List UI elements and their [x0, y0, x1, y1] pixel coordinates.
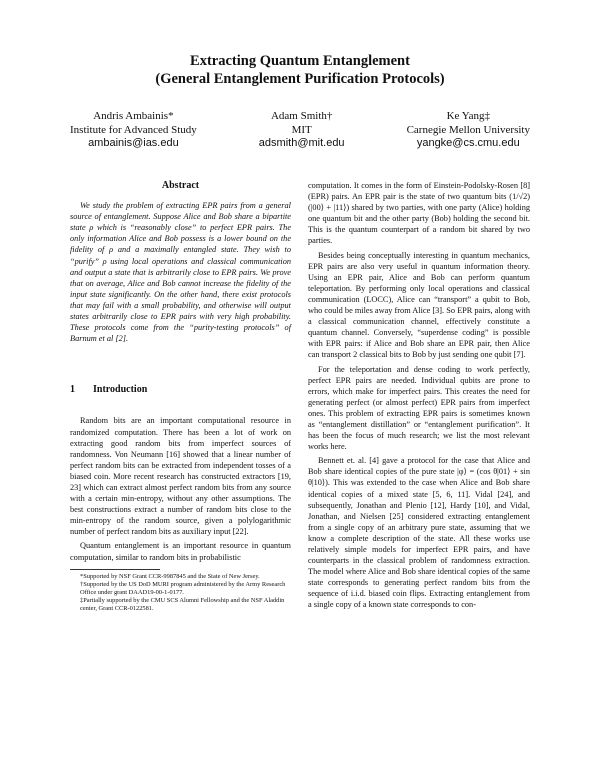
author-smith [259, 110, 345, 151]
title-line-2: (General Entanglement Purification Protocols) [155, 71, 445, 87]
abstract-text: We study the problem of extracting EPR pairs from a general source of entanglement. Suppose Alice and Bob share a bipartite state ρ which is “reasonably close” to perfect EPR pairs. The only information Alice and Bob possess is a lower bound on the fidelity of ρ and a maximally entangled state. They wish to “purify” ρ using local operations and classical communication and output a state that is arbitrarily close to EPR pairs. We prove that on average, Alice and Bob cannot increase the fidelity of the input state significantly. On the other hand, there exist protocols that may fail with a small probability, and otherwise will output states arbitrarily close to EPR pairs with very high probability. These protocols come from the “purity-testing protocols” of Barnum et al [2]. [70, 201, 291, 344]
right-paragraph-3: For the teleportation and dense coding to work perfectly, perfect EPR pairs are needed. Individual qubits are prone to errors, which make for imperfect pairs. This creates the need for generating perfect (or almost perfect) EPR pairs from imperfect ones. This problem of extracting EPR pairs is sometimes known as “entanglement distillation” or “entanglement purification”. It has been the focus of much research; we list the most relevant works here. [308, 364, 530, 452]
author-block [70, 110, 530, 151]
section-number: 1 [70, 384, 75, 396]
author-affiliation: Institute for Advanced Study [70, 123, 197, 136]
footnote-rule [70, 569, 160, 570]
footnote: *Supported by NSF Grant CCR-9987845 and the State of New Jersey. [80, 572, 260, 580]
intro-paragraph-2: Quantum entanglement is an important resource in quantum computation, similar to random bits in probabilistic [70, 541, 291, 562]
author-name: Ke Yang‡ [446, 110, 490, 122]
footnotes [70, 573, 291, 614]
footnote: †Supported by the US DoD MURI program administered by the Army Research Office under grant DAAD19-00-1-0177. [80, 580, 286, 597]
abstract-heading: Abstract [161, 180, 200, 191]
author-affiliation: MIT [291, 123, 312, 136]
intro-paragraph-1: Random bits are an important computational resource in randomized computation. There has been a lot of work on extracting good random bits from imperfect sources of randomness. Von Neumann [16] showed that a linear number of perfect random bits can be extracted from independent tosses of a biased coin. More recent research has constructed extractors [19, 23] which can extract almost perfect random bits from any source with a certain min-entropy, without any other assumptions. The best constructions extract a number of random bits close to the min-entropy of the random source, given a polylogarithmic number of perfect random bits as auxiliary input [22]. [70, 416, 291, 537]
author-yang [407, 110, 530, 151]
paper-title [0, 52, 600, 88]
right-paragraph-4: Bennett et. al. [4] gave a protocol for the case that Alice and Bob share identical copies of the pure state |φ⟩ = (cos θ|01⟩ + sin θ|10⟩). This was extended to the case when Alice and Bob share identical copies of a mixed state [5, 6, 11]. Vidal [24], and subsequently, Jonathan and Plenio [12], Hardy [10], and Vidal, Jonathan, and Nielsen [25] considered extracting entanglement from a single copy of an arbitrary pure state, assuming that we know a complete description of the state. All these works use relatively simple models for imperfect EPR pairs, and have counterparts in the classical problem of randomness extraction. The model where Alice and Bob share identical copies of the same state corresponds to generating perfect random bits from the sequence of i.i.d. biased coin flips. Extracting entanglement from a single copy of a known state corresponds to con- [308, 456, 530, 610]
section-title: Introduction [93, 384, 148, 396]
left-column [70, 180, 291, 614]
right-paragraph-1: computation. It comes in the form of Einstein-Podolsky-Rosen [8] (EPR) pairs. An EPR pair is the state of two quantum bits (1/√2)(|00⟩ + |11⟩) shared by two parties, with one party (Alice) holding one quantum bit and the other party (Bob) holding the second bit. This is the quantum counterpart of a random bit shared by two parties. [308, 181, 530, 246]
author-email: yangke@cs.cmu.edu [416, 137, 520, 149]
title-line-1: Extracting Quantum Entanglement [190, 53, 410, 69]
author-affiliation: Carnegie Mellon University [406, 123, 530, 136]
right-paragraph-2: Besides being conceptually interesting in quantum mechanics, EPR pairs are also very useful in quantum information theory. Using an EPR pair, Alice and Bob can perform quantum teleportation. By performing only local operations and classical communication (LOCC), Alice can “transport” a qubit to Bob, who could be miles away from Alice [3]. So EPR pairs, along with a classical communication channel, effectively constitute a quantum channel. Conversely, “superdense coding” is possible with EPR pairs: if Alice and Bob share an EPR pair, then Alice can transport 2 classical bits to Bob by just sending one qubit [7]. [308, 250, 530, 360]
author-name: Adam Smith† [270, 110, 333, 122]
author-email: adsmith@mit.edu [258, 137, 345, 149]
author-name: Andris Ambainis* [93, 110, 174, 122]
footnote: ‡Partially supported by the CMU SCS Alumni Fellowship and the NSF Aladdin center, Grant CCR-0122581. [80, 597, 285, 613]
author-ambainis [70, 110, 197, 151]
author-email: ambainis@ias.edu [88, 137, 179, 149]
section-heading [70, 384, 291, 395]
right-column [308, 180, 530, 614]
